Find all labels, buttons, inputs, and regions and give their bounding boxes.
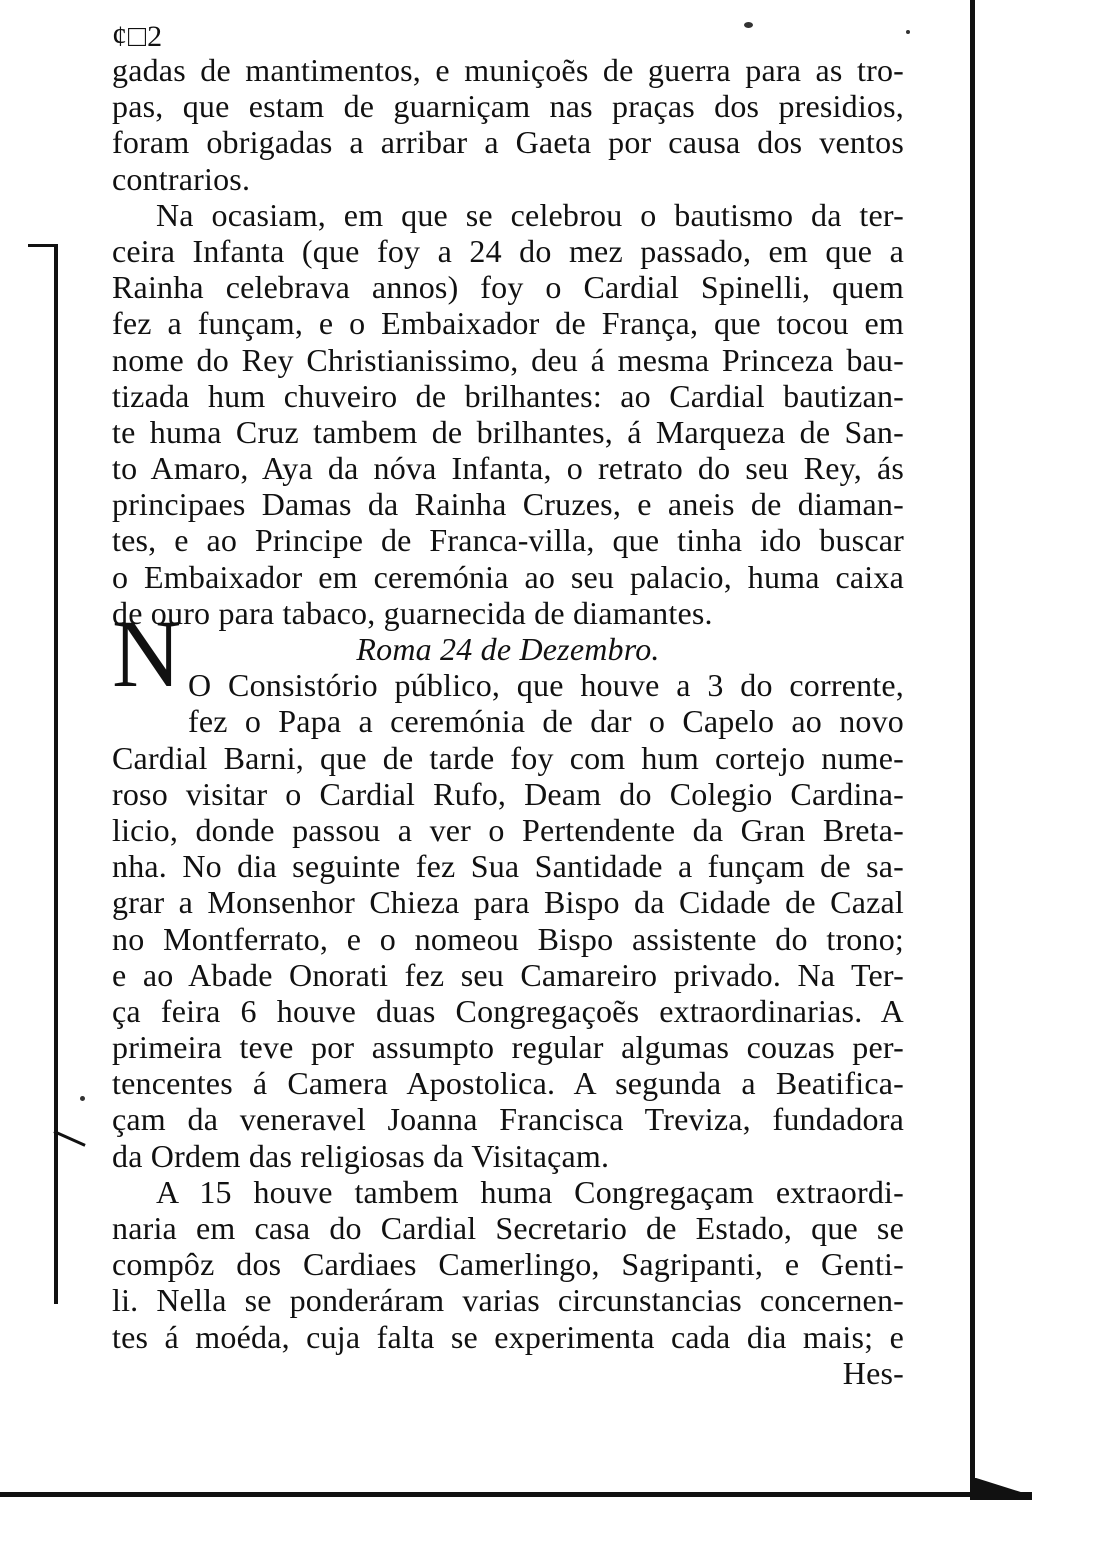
text-line: o Embaixador em ceremónia ao seu palacio, huma caixa <box>112 558 904 595</box>
text-line: gadas de mantimentos, e muniçoẽs de guerra para as tro- <box>112 52 904 88</box>
dateline-heading: Roma 24 de Dezembro. <box>356 631 660 667</box>
text-line: nha. No dia seguinte fez Sua Santidade a funçam de sa- <box>112 848 904 885</box>
bottom-frame-rule <box>0 1492 1032 1497</box>
catchword: Hes- <box>842 1354 904 1391</box>
right-frame-rule <box>970 0 975 1490</box>
text-line: foram obrigadas a arribar a Gaeta por causa dos ventos <box>112 124 904 161</box>
left-frame-hook <box>53 1130 85 1147</box>
body-text <box>112 52 904 1391</box>
text-line: pas, que estam de guarniçam nas praças dos presidios, <box>112 88 904 125</box>
text-line: tes, e ao Principe de Franca-villa, que tinha ido buscar <box>112 522 904 559</box>
text-line: naria em casa do Cardial Secretario de Estado, que se <box>112 1210 904 1246</box>
text-line: nome do Rey Christianissimo, deu á mesma Princeza bau- <box>112 341 904 378</box>
text-line: O Consistório público, que houve a 3 do corrente, <box>188 667 904 704</box>
text-line: Na ocasiam, em que se celebrou o bautismo da ter- <box>156 196 904 233</box>
text-line: tencentes á Camera Apostolica. A segunda a Beatifica- <box>112 1065 904 1102</box>
text-line: licio, donde passou a ver o Pertendente da Gran Breta- <box>112 811 904 848</box>
text-line: ça feira 6 houve duas Congregaçoẽs extraordinarias. A <box>112 992 904 1029</box>
text-line: contrarios. <box>112 160 251 197</box>
text-line: compôz dos Cardiaes Camerlingo, Sagripanti, e Genti- <box>112 1246 904 1283</box>
drop-cap: N <box>112 600 182 707</box>
text-line: Rainha celebrava annos) foy o Cardial Spinelli, quem <box>112 269 904 306</box>
text-line: fez o Papa a ceremónia de dar o Capelo ao novo <box>188 703 904 740</box>
text-line: grar a Monsenhor Chieza para Bispo da Cidade de Cazal <box>112 884 904 921</box>
ink-speck <box>744 22 753 28</box>
left-frame-cap <box>28 244 56 247</box>
text-line: li. Nella se ponderáram varias circunstancias concernen- <box>112 1282 904 1319</box>
text-line: e ao Abade Onorati fez seu Camareiro privado. Na Ter- <box>112 956 904 993</box>
text-line: ceira Infanta (que foy a 24 do mez passado, em que a <box>112 232 904 269</box>
text-line: primeira teve por assumpto regular algumas couzas per- <box>112 1029 904 1066</box>
text-line: tes á moéda, cuja falta se experimenta cada dia mais; e <box>112 1318 904 1355</box>
text-line: te huma Cruz tambem de brilhantes, á Marqueza de San- <box>112 413 904 450</box>
text-line: to Amaro, Aya da nóva Infanta, o retrato do seu Rey, ás <box>112 450 904 487</box>
text-line: A 15 houve tambem huma Congregaçam extraordi- <box>156 1173 904 1210</box>
text-line: fez a funçam, e o Embaixador de França, que tocou em <box>112 305 904 342</box>
text-line: da Ordem das religiosas da Visitaçam. <box>112 1137 610 1174</box>
text-line: de ouro para tabaco, guarnecida de diamantes. <box>112 594 713 631</box>
ink-speck <box>80 1096 85 1101</box>
text-line: çam da veneravel Joanna Francisca Treviza, fundadora <box>112 1101 904 1138</box>
text-line: no Montferrato, e o nomeou Bispo assistente do trono; <box>112 920 904 957</box>
text-line: Cardial Barni, que de tarde foy com hum cortejo nume- <box>112 739 904 776</box>
text-line: principaes Damas da Rainha Cruzes, e aneis de diaman- <box>112 486 904 523</box>
left-frame-rule <box>54 244 58 1304</box>
text-line: roso visitar o Cardial Rufo, Deam do Colegio Cardina- <box>112 775 904 812</box>
ink-speck <box>906 30 910 34</box>
page-number: ¢□2 <box>112 20 164 53</box>
text-line: tizada hum chuveiro de brilhantes: ao Cardial bautizan- <box>112 377 904 414</box>
